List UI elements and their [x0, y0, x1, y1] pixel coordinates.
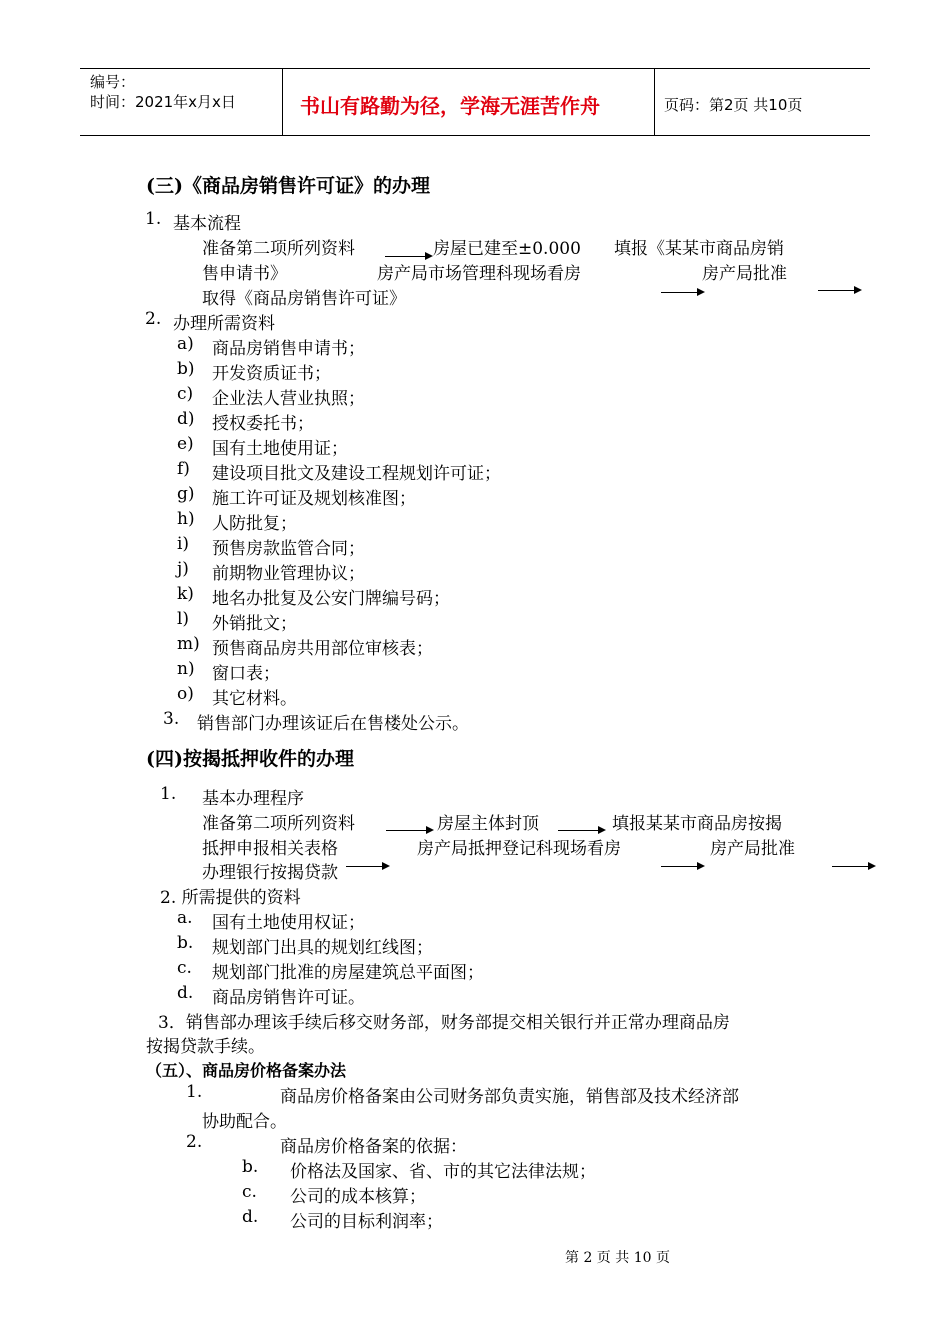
s3-p3-text: 销售部门办理该证后在售楼处公示。: [197, 714, 469, 734]
s4-item-label: a.: [177, 908, 193, 928]
s3-item-label: n): [177, 659, 195, 679]
header-divider-right: [654, 68, 655, 136]
s4-item-text: 规划部门批准的房屋建筑总平面图；: [212, 963, 484, 983]
s4-flow-step-5: 房产局批准: [710, 839, 795, 859]
s5-item-label: c.: [242, 1182, 257, 1202]
header-motto: 书山有路勤为径，学海无涯苦作舟: [300, 94, 600, 118]
s5-item-text: 公司的成本核算；: [290, 1187, 426, 1207]
s3-item-text: 窗口表；: [212, 664, 280, 684]
s3-p2-title: 办理所需资料: [173, 314, 275, 334]
s4-item-text: 国有土地使用权证；: [212, 913, 365, 933]
s5-p1-label: 1.: [186, 1082, 203, 1102]
page-footer: 第 2 页 共 10 页: [565, 1250, 670, 1266]
s3-item-label: m): [177, 634, 200, 654]
s4-flow-arrow-3: [346, 866, 388, 867]
s3-flow-step-3a: 填报《某某市商品房销: [614, 239, 784, 259]
s3-flow-step-2: 房屋已建至±0.000: [433, 239, 581, 259]
section-5-title: （五）、商品房价格备案办法: [146, 1061, 347, 1080]
s3-item-text: 国有土地使用证；: [212, 439, 348, 459]
s4-p2: 2. 所需提供的资料: [160, 888, 301, 908]
s3-item-text: 外销批文；: [212, 614, 297, 634]
s4-flow-arrow-2: [558, 830, 604, 831]
s3-flow-step-6: 取得《商品房销售许可证》: [202, 289, 406, 309]
s3-item-text: 其它材料。: [212, 689, 297, 709]
s4-flow-step-3a: 填报某某市商品房按揭: [612, 814, 782, 834]
header-number-label: 编号：: [90, 73, 136, 91]
s3-item-text: 施工许可证及规划核准图；: [212, 489, 416, 509]
s3-item-text: 商品房销售申请书；: [212, 339, 365, 359]
s4-flow-step-3b: 抵押申报相关表格: [202, 839, 338, 859]
s3-item-label: l): [177, 609, 190, 629]
s3-p2-label: 2.: [145, 309, 162, 329]
s3-item-label: d): [177, 409, 195, 429]
s3-item-text: 预售房款监管合同；: [212, 539, 365, 559]
s5-p2-label: 2.: [186, 1132, 203, 1152]
header-time-label: 时间：2021年x月x日: [90, 93, 236, 111]
s5-p1-line-2: 协助配合。: [202, 1112, 287, 1132]
s4-p1-label: 1.: [160, 784, 177, 804]
s4-flow-step-2: 房屋主体封顶: [437, 814, 539, 834]
s3-item-text: 人防批复；: [212, 514, 297, 534]
s4-flow-step-4: 房产局抵押登记科现场看房: [417, 839, 621, 859]
s4-flow-arrow-1: [386, 830, 432, 831]
s3-item-text: 建设项目批文及建设工程规划许可证；: [212, 464, 501, 484]
s3-item-label: e): [177, 434, 194, 454]
header-divider-left: [282, 68, 283, 136]
s4-flow-arrow-5: [832, 866, 874, 867]
s3-flow-step-1: 准备第二项所列资料: [202, 239, 355, 259]
s5-item-label: d.: [242, 1207, 259, 1227]
s3-item-text: 地名办批复及公安门牌编号码；: [212, 589, 450, 609]
s3-item-label: a): [177, 334, 194, 354]
s3-item-label: g): [177, 484, 195, 504]
s4-flow-step-1: 准备第二项所列资料: [202, 814, 355, 834]
s4-p1-title: 基本办理程序: [202, 789, 304, 809]
s4-item-label: b.: [177, 933, 194, 953]
s5-item-text: 公司的目标利润率；: [290, 1212, 443, 1232]
s3-item-label: h): [177, 509, 195, 529]
header-top-rule: [80, 68, 870, 69]
s3-item-text: 企业法人营业执照；: [212, 389, 365, 409]
section-4-title: (四)按揭抵押收件的办理: [146, 748, 354, 770]
s3-item-label: o): [177, 684, 194, 704]
s5-item-label: b.: [242, 1157, 259, 1177]
s3-item-text: 授权委托书；: [212, 414, 314, 434]
s3-item-text: 前期物业管理协议；: [212, 564, 365, 584]
s3-flow-arrow-3: [818, 290, 860, 291]
s4-flow-arrow-4: [661, 866, 703, 867]
s5-p2-text: 商品房价格备案的依据：: [280, 1137, 467, 1157]
s3-flow-arrow-1: [385, 256, 431, 257]
s3-flow-arrow-2: [661, 292, 703, 293]
s4-item-label: d.: [177, 983, 194, 1003]
s3-item-label: f): [177, 459, 190, 479]
s5-item-text: 价格法及国家、省、市的其它法律法规；: [290, 1162, 596, 1182]
s3-p3-label: 3.: [163, 709, 180, 729]
s5-p1-line-1: 商品房价格备案由公司财务部负责实施，销售部及技术经济部: [280, 1087, 739, 1107]
header-page-label: 页码：第2页 共10页: [664, 96, 803, 114]
s3-flow-step-4: 房产局市场管理科现场看房: [377, 264, 581, 284]
s4-item-text: 商品房销售许可证。: [212, 988, 365, 1008]
s4-flow-step-6: 办理银行按揭贷款: [202, 863, 338, 883]
s4-item-label: c.: [177, 958, 192, 978]
section-3-title: (三)《商品房销售许可证》的办理: [146, 175, 430, 197]
s3-p1-label: 1.: [145, 209, 162, 229]
s4-p3-line-1: 3．销售部办理该手续后移交财务部，财务部提交相关银行并正常办理商品房: [158, 1013, 730, 1033]
s4-item-text: 规划部门出具的规划红线图；: [212, 938, 433, 958]
s3-item-label: c): [177, 384, 194, 404]
s3-item-label: j): [177, 559, 189, 579]
s3-flow-step-5: 房产局批准: [702, 264, 787, 284]
s3-p1-title: 基本流程: [173, 214, 241, 234]
s3-item-text: 预售商品房共用部位审核表；: [212, 639, 433, 659]
s3-item-label: b): [177, 359, 195, 379]
s3-flow-step-3b: 售申请书》: [202, 264, 287, 284]
header-bottom-rule: [80, 135, 870, 136]
s3-item-label: i): [177, 534, 190, 554]
s3-item-label: k): [177, 584, 194, 604]
s3-item-text: 开发资质证书；: [212, 364, 331, 384]
s4-p3-line-2: 按揭贷款手续。: [146, 1037, 265, 1057]
